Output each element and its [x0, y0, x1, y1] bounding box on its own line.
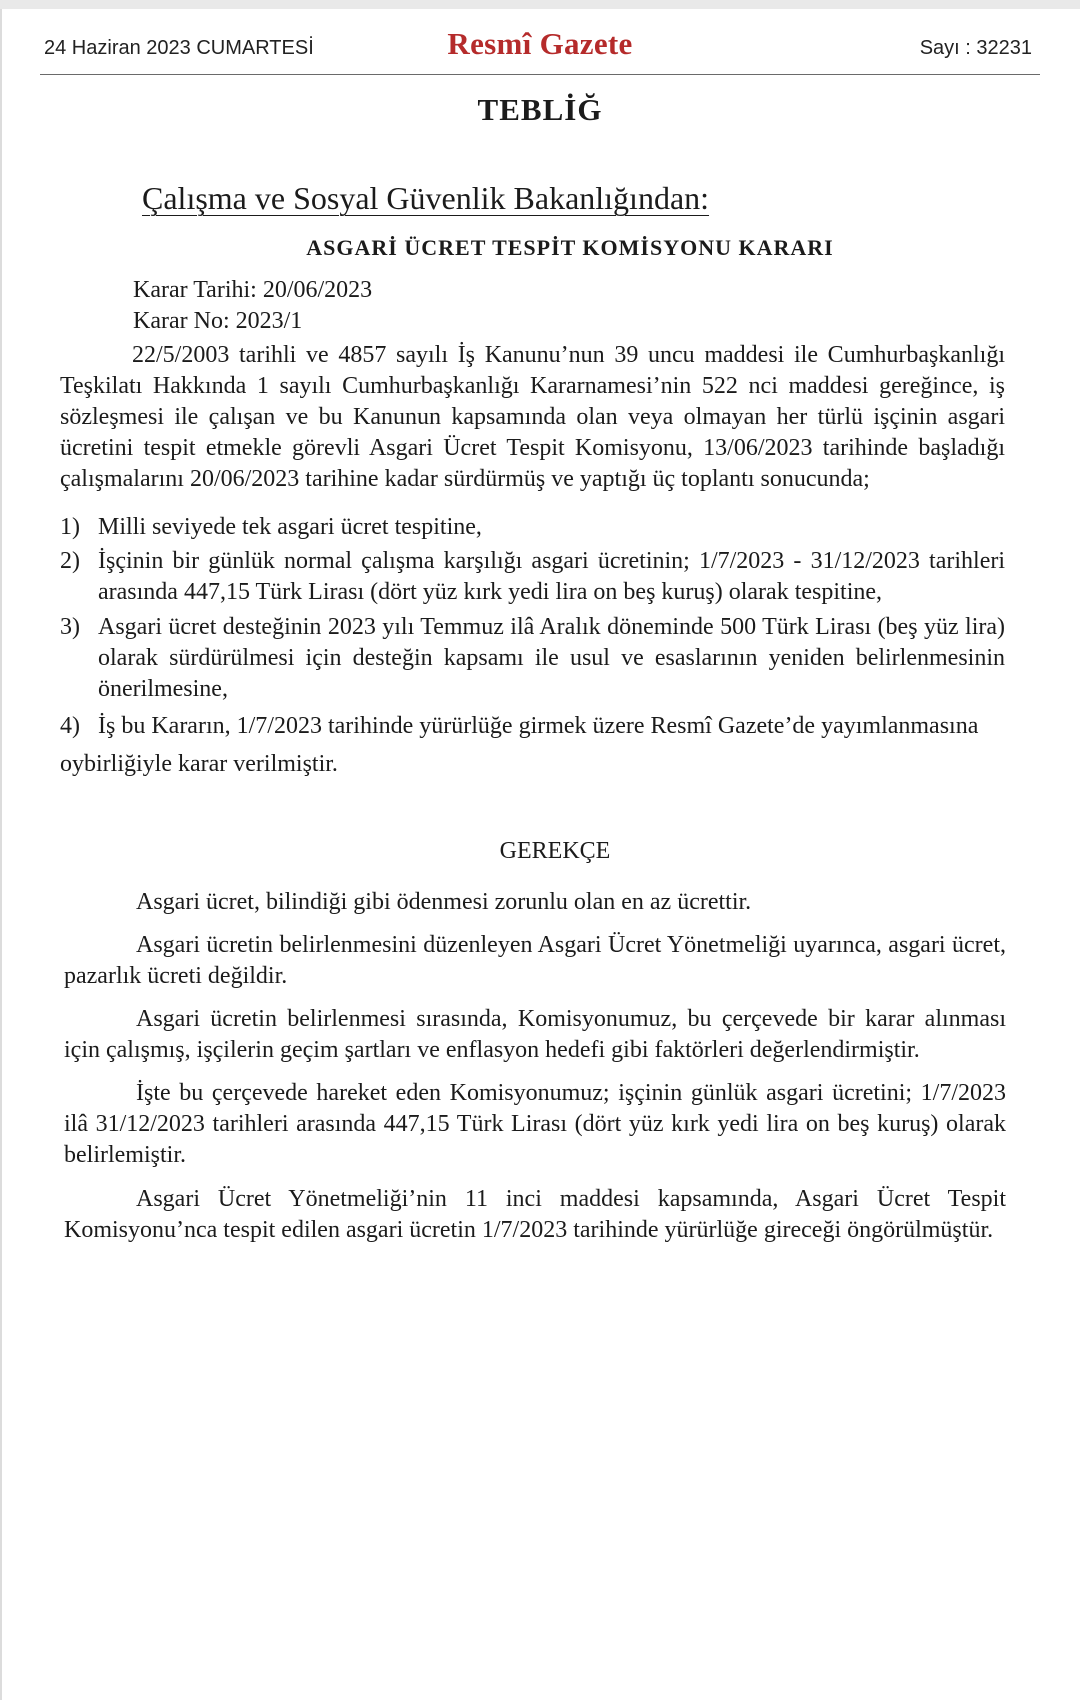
list-text: İş bu Kararın, 1/7/2023 tarihinde yürürlüğe girmek üzere Resmî Gazete’de yayımlanmasına — [98, 713, 979, 739]
list-text: Milli seviyede tek asgari ücret tespitine, — [98, 514, 482, 540]
intro-block — [60, 340, 1005, 495]
rationale-paragraph — [64, 1004, 1006, 1066]
rationale-text: Asgari Ücret Yönetmeliği’nin 11 inci maddesi kapsamında, Asgari Ücret Tespit Komisyonu’nca tespit edilen asgari ücretin 1/7/2023 tarihinde yürürlüğe gireceği öngörülmüştür. — [64, 1186, 1006, 1243]
closing-line — [60, 749, 1005, 780]
list-text: Asgari ücret desteğinin 2023 yılı Temmuz ilâ Aralık döneminde 500 Türk Lirası (beş yüz lira) olarak sürdürülmesi için desteğin kapsamı ile usul ve esaslarının yeniden belirlenmesinin önerilmesine, — [98, 614, 1005, 702]
rationale-text: Asgari ücretin belirlenmesi sırasında, Komisyonumuz, bu çerçevede bir karar alınması için çalışmış, işçilerin geçim şartları ve enflasyon hedefi gibi faktörleri değerlendirmiştir. — [64, 1006, 1006, 1063]
decision-title: ASGARİ ÜCRET TESPİT KOMİSYONU KARARI — [306, 235, 834, 260]
top-strip — [0, 0, 1080, 9]
decision-number: Karar No: 2023/1 — [133, 308, 303, 334]
list-item — [60, 711, 1005, 742]
rationale-text: İşte bu çerçevede hareket eden Komisyonumuz; işçinin günlük asgari ücretini; 1/7/2023 ilâ 31/12/2023 tarihleri arasında 447,15 Türk Lirası (dört yüz kırk yedi lira on beş kuruş) olarak belirlemiştir. — [64, 1080, 1006, 1168]
rationale-paragraph — [64, 1184, 1006, 1246]
masthead-rule — [40, 74, 1040, 75]
list-item — [60, 546, 1005, 608]
rationale-paragraph — [64, 1078, 1006, 1171]
list-number: 4) — [60, 713, 80, 739]
rationale-paragraph — [64, 887, 1006, 918]
rationale-paragraph — [64, 930, 1006, 992]
rationale-heading: GEREKÇE — [499, 838, 611, 864]
list-item — [60, 512, 1005, 543]
list-number: 3) — [60, 614, 80, 640]
issue-number: Sayı : 32231 — [919, 37, 1032, 59]
rationale-text: Asgari ücretin belirlenmesini düzenleyen Asgari Ücret Yönetmeliği uyarınca, asgari ücret, pazarlık ücreti değildir. — [64, 932, 1006, 989]
list-item — [60, 612, 1005, 705]
gazette-title: Resmî Gazete — [447, 26, 633, 61]
intro-paragraph: 22/5/2003 tarihli ve 4857 sayılı İş Kanunu’nun 39 uncu maddesi ile Cumhurbaşkanlığı Teşkilatı Hakkında 1 sayılı Cumhurbaşkanlığı Kararnamesi’nin 522 nci maddesi gereğince, iş sözleşmesi ile çalışan ve bu Kanunun kapsamında olan veya olmayan her türlü işçinin asgari ücretini tespit etmekle görevli Asgari Ücret Tespit Komisyonu, 13/06/2023 tarihinde başladığı çalışmalarını 20/06/2023 tarihine kadar sürdürmüş ve yaptığı üç toplantı sonucunda; — [60, 342, 1005, 492]
section-heading: TEBLİĞ — [477, 92, 603, 127]
masthead — [40, 26, 1040, 76]
list-number: 1) — [60, 514, 80, 540]
ministry-heading: Çalışma ve Sosyal Güvenlik Bakanlığından: — [142, 180, 710, 216]
list-text: İşçinin bir günlük normal çalışma karşılığı asgari ücretinin; 1/7/2023 - 31/12/2023 tarihleri arasında 447,15 Türk Lirası (dört yüz kırk yedi lira on beş kuruş) olarak tespitine, — [98, 548, 1005, 605]
issue-date: 24 Haziran 2023 CUMARTESİ — [44, 37, 314, 59]
rationale-text: Asgari ücret, bilindiği gibi ödenmesi zorunlu olan en az ücrettir. — [136, 889, 752, 915]
closing-text: oybirliğiyle karar verilmiştir. — [60, 751, 338, 777]
list-number: 2) — [60, 548, 80, 574]
decision-date: Karar Tarihi: 20/06/2023 — [133, 277, 373, 303]
